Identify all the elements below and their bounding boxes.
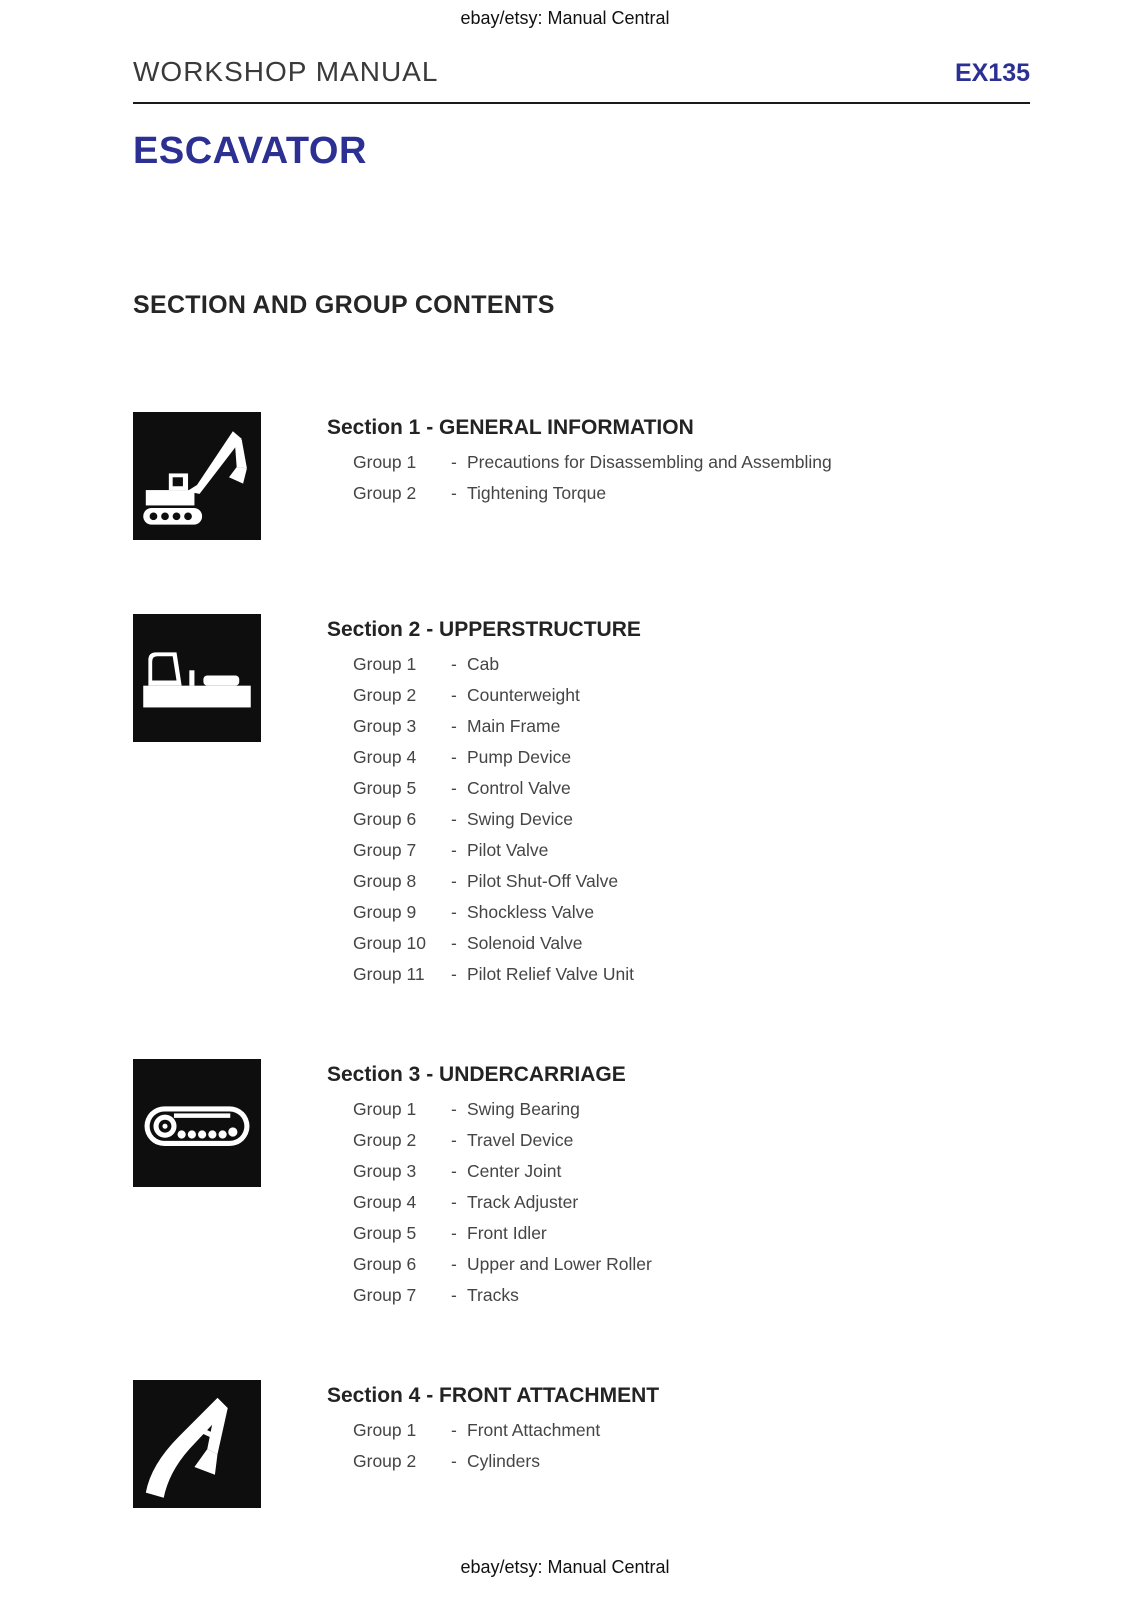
group-label: Group 9 <box>353 902 417 922</box>
group-label: Group 5 <box>353 1223 417 1243</box>
group-name: Swing Bearing <box>467 1099 580 1119</box>
group-dash: - <box>451 483 457 503</box>
group-dash: - <box>451 716 457 736</box>
group-dash: - <box>451 1420 457 1440</box>
undercarriage-icon <box>133 1059 261 1187</box>
group-label: Group 2 <box>353 1451 417 1471</box>
group-label: Group 1 <box>353 1099 417 1119</box>
group-dash: - <box>451 1451 457 1471</box>
workshop-manual-title: WORKSHOP MANUAL <box>133 56 439 87</box>
section-title: Section 1 - GENERAL INFORMATION <box>327 416 694 439</box>
group-dash: - <box>451 654 457 674</box>
front-attachment-icon <box>133 1380 261 1508</box>
section-title: Section 3 - UNDERCARRIAGE <box>327 1063 626 1086</box>
section-general-information <box>133 412 1030 540</box>
group-label: Group 6 <box>353 1254 417 1274</box>
group-dash: - <box>451 1285 457 1305</box>
group-name: Solenoid Valve <box>467 933 583 953</box>
group-label: Group 2 <box>353 483 417 503</box>
group-name: Upper and Lower Roller <box>467 1254 652 1274</box>
excavator-icon <box>133 412 261 540</box>
group-name: Pilot Shut-Off Valve <box>467 871 619 891</box>
group-label: Group 1 <box>353 1420 417 1440</box>
section-1-icon-box <box>133 412 261 540</box>
group-label: Group 4 <box>353 1192 417 1212</box>
group-label: Group 3 <box>353 1161 417 1181</box>
group-dash: - <box>451 685 457 705</box>
group-dash: - <box>451 809 457 829</box>
group-name: Main Frame <box>467 716 561 736</box>
group-label: Group 4 <box>353 747 417 767</box>
page-content <box>133 46 1030 1582</box>
header-row <box>133 56 1030 88</box>
group-dash: - <box>451 933 457 953</box>
product-title: ESCAVATOR <box>133 130 367 172</box>
group-dash: - <box>451 747 457 767</box>
contents-heading: SECTION AND GROUP CONTENTS <box>133 291 555 319</box>
group-name: Pilot Relief Valve Unit <box>467 964 634 984</box>
group-label: Group 6 <box>353 809 417 829</box>
group-label: Group 7 <box>353 1285 417 1305</box>
section-upperstructure <box>133 614 1030 985</box>
model-number: EX135 <box>954 59 1030 87</box>
group-dash: - <box>451 1223 457 1243</box>
group-dash: - <box>451 1161 457 1181</box>
group-dash: - <box>451 902 457 922</box>
group-label: Group 7 <box>353 840 417 860</box>
group-name: Cab <box>467 654 500 674</box>
group-label: Group 5 <box>353 778 417 798</box>
group-label: Group 1 <box>353 452 417 472</box>
header-divider <box>133 102 1030 104</box>
section-2-icon-box <box>133 614 261 742</box>
bottom-watermark: ebay/etsy: Manual Central <box>460 1557 670 1577</box>
sections-list <box>133 412 1030 1508</box>
group-name: Tightening Torque <box>467 483 607 503</box>
group-label: Group 11 <box>353 964 425 984</box>
group-name: Control Valve <box>467 778 571 798</box>
section-4-icon-box <box>133 1380 261 1508</box>
group-name: Precautions for Disassembling and Assembling <box>467 452 832 472</box>
group-label: Group 8 <box>353 871 417 891</box>
group-list <box>353 1420 1030 1472</box>
top-watermark: ebay/etsy: Manual Central <box>460 8 670 28</box>
group-list <box>353 452 1030 504</box>
group-dash: - <box>451 1130 457 1150</box>
group-name: Cylinders <box>467 1451 540 1471</box>
group-name: Track Adjuster <box>467 1192 579 1212</box>
group-name: Travel Device <box>467 1130 574 1150</box>
group-dash: - <box>451 871 457 891</box>
group-label: Group 1 <box>353 654 417 674</box>
group-label: Group 3 <box>353 716 417 736</box>
group-dash: - <box>451 1254 457 1274</box>
group-label: Group 2 <box>353 685 417 705</box>
group-name: Pump Device <box>467 747 572 767</box>
group-name: Swing Device <box>467 809 574 829</box>
group-name: Tracks <box>467 1285 519 1305</box>
group-name: Front Attachment <box>467 1420 601 1440</box>
group-name: Front Idler <box>467 1223 547 1243</box>
group-dash: - <box>451 840 457 860</box>
section-undercarriage <box>133 1059 1030 1306</box>
group-list <box>353 1099 1030 1306</box>
group-name: Pilot Valve <box>467 840 549 860</box>
group-label: Group 2 <box>353 1130 417 1150</box>
group-list <box>353 654 1030 985</box>
group-name: Counterweight <box>467 685 580 705</box>
group-dash: - <box>451 964 457 984</box>
group-dash: - <box>451 1099 457 1119</box>
upperstructure-icon <box>133 614 261 742</box>
group-name: Center Joint <box>467 1161 562 1181</box>
section-3-icon-box <box>133 1059 261 1187</box>
section-title: Section 4 - FRONT ATTACHMENT <box>327 1384 660 1407</box>
group-dash: - <box>451 1192 457 1212</box>
group-label: Group 10 <box>353 933 426 953</box>
group-name: Shockless Valve <box>467 902 595 922</box>
group-dash: - <box>451 452 457 472</box>
section-title: Section 2 - UPPERSTRUCTURE <box>327 618 641 641</box>
group-dash: - <box>451 778 457 798</box>
section-front-attachment <box>133 1380 1030 1508</box>
